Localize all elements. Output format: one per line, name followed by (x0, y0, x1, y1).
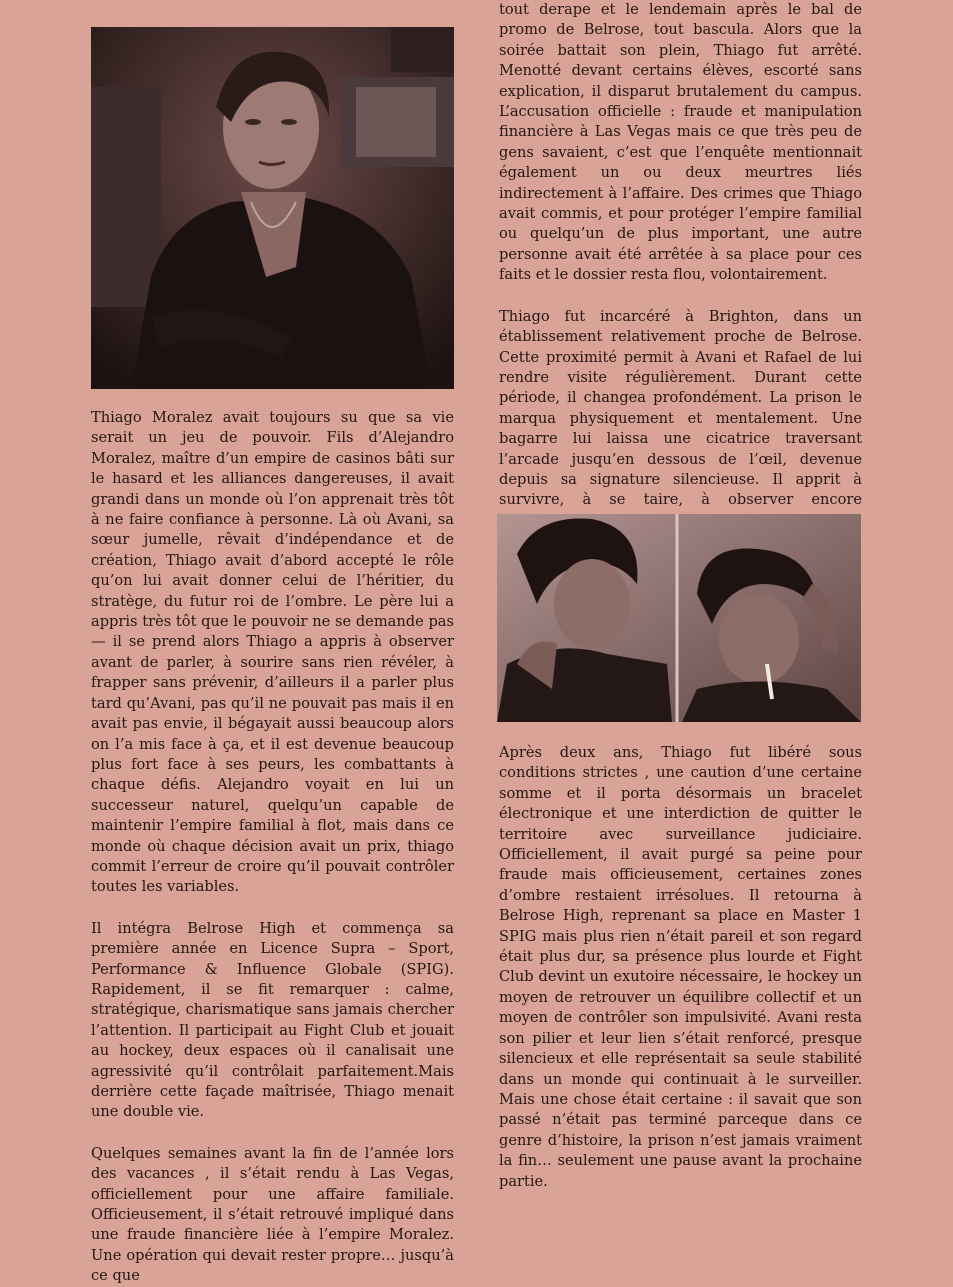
cigarette-illustration (497, 514, 861, 722)
cigarette-photo (497, 514, 861, 722)
left-text-column (91, 408, 454, 1287)
paragraph-las-vegas: Quelques semaines avant la fin de l’année lors des vacances , il s’était rendu à Las Vegas, officiellement pour une affaire familiale. Officieusement, il s’était retrouvé impliqué dans une fraude financière liée à l’empire Moralez. Une opération qui devait rester propre… jusqu’à ce que (91, 1144, 454, 1285)
portrait-illustration (91, 27, 454, 389)
portrait-photo (91, 27, 454, 389)
paragraph-release: Après deux ans, Thiago fut libéré sous conditions strictes , une caution d’une certaine somme et il porta désormais un bracelet électronique et une interdiction de quitter le territoire avec surveillance judiciaire. Officiellement, il avait purgé sa peine pour fraude mais officieusement, certaines zones d’ombre restaient irrésolues. Il retourna à Belrose High, reprenant sa place en Master 1 SPIG mais plus rien n’était pareil et son regard était plus dur, sa présence plus lourde et Fight Club devint un exutoire nécessaire, le hockey un moyen de retrouver un équilibre collectif et un moyen de contrôler son impulsivité. Avani resta son pilier et leur lien s’était renforcé, presque silencieux et elle représentait sa seule stabilité dans un monde qui continuait à le surveiller. Mais une chose était certaine : il savait que son passé n’était pas terminé parceque dans ce genre d’histoire, la prison n’est jamais vraiment la fin… seulement une pause avant la prochaine partie. (499, 744, 862, 1190)
paragraph-arrest: tout derape et le lendemain après le bal de promo de Belrose, tout bascula. Alors que la soirée battait son plein, Thiago fut arrêté. Menotté devant certains élèves, escorté sans explication, il disparut brutalement du campus. L’accusation officielle : fraude et manipulation financière à Las Vegas mais ce que très peu de gens savaient, c’est que l’enquête mentionnait également un ou deux meurtres liés indirectement à l’affaire. Des crimes que Thiago avait commis, et pour protéger l’empire familial ou quelqu’un de plus important, une autre personne avait été arrêtée à sa place pour ces faits et le dossier resta flou, volontairement. (499, 1, 862, 284)
right-text-column-bottom (499, 743, 862, 1192)
right-text-column-top (499, 0, 862, 531)
paragraph-biography: Thiago Moralez avait toujours su que sa vie serait un jeu de pouvoir. Fils d’Alejandro Moralez, maître d’un empire de casinos bâti sur le hasard et les alliances dangereuses, il avait grandi dans un monde où l’on apprenait très tôt à ne faire confiance à personne. Là où Avani, sa sœur jumelle, rêvait d’indépendance et de création, Thiago avait d’abord accepté le rôle qu’on lui avait donner celui de l’héritier, du stratège, du futur roi de l’ombre. Le père lui a appris très tôt que le pouvoir ne se demande pas — il se prend alors Thiago a appris à observer avant de parler, à sourire sans rien révéler, à frapper sans prévenir, d’ailleurs il a parler plus tard qu’Avani, pas qu’il ne pouvait pas mais il en avait pas envie, il bégayait aussi beaucoup alors on l’a mis face à ça, et il est devenue beaucoup plus fort face à ses peurs, les combattants à chaque défis. Alejandro voyait en lui un successeur naturel, quelqu’un capable de maintenir l’empire familial à flot, mais dans ce monde où chaque décision avait un prix, thiago commit l’erreur de croire qu’il pouvait contrôler toutes les variables. (91, 409, 454, 896)
paragraph-prison: Thiago fut incarcéré à Brighton, dans un établissement relativement proche de Belrose. Cette proximité permit à Avani et Rafael de lui rendre visite régulièrement. Durant cette période, il changea profondément. La prison le marqua physiquement et mentalement. Une bagarre lui laissa une cicatrice traversant l’arcade jusqu’en dessous de l’œil, devenue depuis sa signature silencieuse. Il apprit à survivre, à se taire, à observer encore (499, 307, 862, 509)
paragraph-belrose: Il intégra Belrose High et commença sa première année en Licence Supra – Sport, Performance & Influence Globale (SPIG). Rapidement, il se fit remarquer : calme, stratégique, charismatique sans jamais chercher l’attention. Il participait au Fight Club et jouait au hockey, deux espaces où il canalisait une agressivité qu’il contrôlait parfaitement.Mais derrière cette façade maîtrisée, Thiago menait une double vie. (91, 919, 454, 1121)
